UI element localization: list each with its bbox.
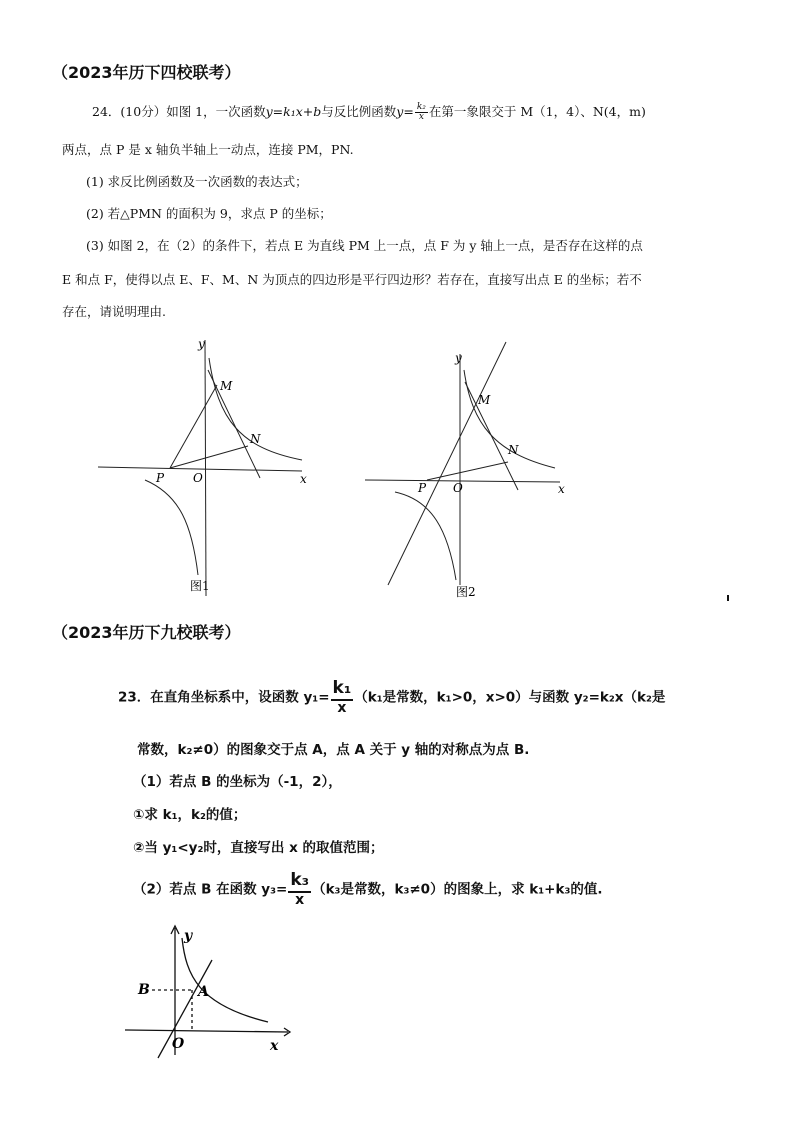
figure-1 <box>90 330 330 610</box>
fig3-x-axis <box>125 1030 288 1032</box>
fig3-label-y: y <box>184 928 193 944</box>
question-23-line6 <box>133 872 603 907</box>
question-24-part1: (1) 求反比例函数及一次函数的表达式； <box>86 174 308 189</box>
question-24-part3a: (3) 如图 2，在（2）的条件下，若点 E 为直线 PM 上一点，点 F 为 y 轴上一点，是否存在这样的点 <box>86 238 643 253</box>
q24-prefix: 24．(10分）如图 1，一次函数 <box>92 104 266 119</box>
q24-mid: 与反比例函数 <box>321 104 397 119</box>
scan-mark <box>727 595 729 601</box>
fig3-hyperbola <box>182 938 268 1022</box>
fig3-label-a: A <box>198 984 209 1000</box>
fig2-label-n: N <box>508 443 519 457</box>
figure-2 <box>360 340 580 610</box>
fig1-label-y: y <box>198 337 205 351</box>
section-heading-2: （2023年历下九校联考） <box>52 623 241 642</box>
fig2-segment-pn <box>427 462 508 480</box>
fig1-segment-pm <box>170 385 217 468</box>
q23-l1-b: （k₁是常数，k₁>0，x>0）与函数 y₂=k₂x（k₂是 <box>354 689 666 706</box>
fig2-caption: 图2 <box>456 585 476 599</box>
fig2-label-x: x <box>558 482 565 496</box>
q24-fraction <box>415 103 428 122</box>
fig1-y-axis <box>205 340 206 596</box>
fig2-line-pm <box>388 342 506 585</box>
fig3-label-b: B <box>138 982 150 998</box>
question-23-line2: 常数，k₂≠0）的图象交于点 A，点 A 关于 y 轴的对称点为点 B. <box>137 742 530 758</box>
question-23-line4: ①求 k₁，k₂的值； <box>133 807 247 823</box>
question-24-line1 <box>92 102 646 122</box>
q23-fraction-3-num: k₃ <box>288 872 311 893</box>
q23-l1-a: 23．在直角坐标系中，设函数 y₁= <box>118 689 330 706</box>
fig1-caption: 图1 <box>190 579 210 593</box>
q23-l6-b: （k₃是常数，k₃≠0）的图象上，求 k₁+k₃的值. <box>312 881 603 898</box>
question-24-part2: (2) 若△PMN 的面积为 9，求点 P 的坐标； <box>86 206 332 221</box>
fig2-line-mn <box>465 382 518 490</box>
fig3-label-o: O <box>172 1036 185 1052</box>
question-24-part3c: 存在，请说明理由. <box>62 304 166 319</box>
q24-y-eq: y= <box>396 104 414 119</box>
q24-linear-func: y=k₁x+b <box>265 104 322 119</box>
fig1-hyperbola-q3 <box>145 480 198 575</box>
fig1-label-o: O <box>193 471 203 485</box>
q23-l6-a: （2）若点 B 在函数 y₃= <box>133 881 288 898</box>
question-24-part3b: E 和点 F，使得以点 E、F、M、N 为顶点的四边形是平行四边形？若存在，直接写出点 E 的坐标；若不 <box>62 272 642 287</box>
figure-3 <box>120 920 300 1060</box>
q24-fraction-den: x <box>418 112 424 122</box>
q23-fraction-1 <box>331 680 354 715</box>
question-23-line1 <box>118 680 665 715</box>
fig1-label-p: P <box>156 471 165 485</box>
fig2-label-o: O <box>453 481 463 495</box>
fig1-label-x: x <box>300 472 307 486</box>
q23-fraction-3 <box>288 872 311 907</box>
question-23-line5: ②当 y₁<y₂时，直接写出 x 的取值范围； <box>133 840 384 856</box>
fig2-label-m: M <box>478 393 491 407</box>
fig2-hyperbola-q3 <box>395 492 456 580</box>
fig1-label-n: N <box>250 432 261 446</box>
q23-fraction-1-den: x <box>337 700 347 716</box>
q23-fraction-1-num: k₁ <box>331 680 354 701</box>
q23-fraction-3-den: x <box>295 892 305 908</box>
question-24-line2: 两点，点 P 是 x 轴负半轴上一动点，连接 PM，PN. <box>62 142 354 157</box>
section-heading-1: （2023年历下四校联考） <box>52 63 241 82</box>
fig2-label-y: y <box>455 351 462 365</box>
fig3-line <box>158 960 212 1058</box>
fig2-label-p: P <box>418 481 427 495</box>
fig1-segment-pn <box>170 446 248 468</box>
question-23-line3: （1）若点 B 的坐标为（-1，2）， <box>133 774 342 790</box>
fig1-label-m: M <box>220 379 233 393</box>
q24-suffix: 在第一象限交于 M（1，4）、N(4，m) <box>428 104 646 119</box>
fig3-label-x: x <box>270 1038 279 1054</box>
q24-fraction-num: k₂ <box>416 102 426 112</box>
